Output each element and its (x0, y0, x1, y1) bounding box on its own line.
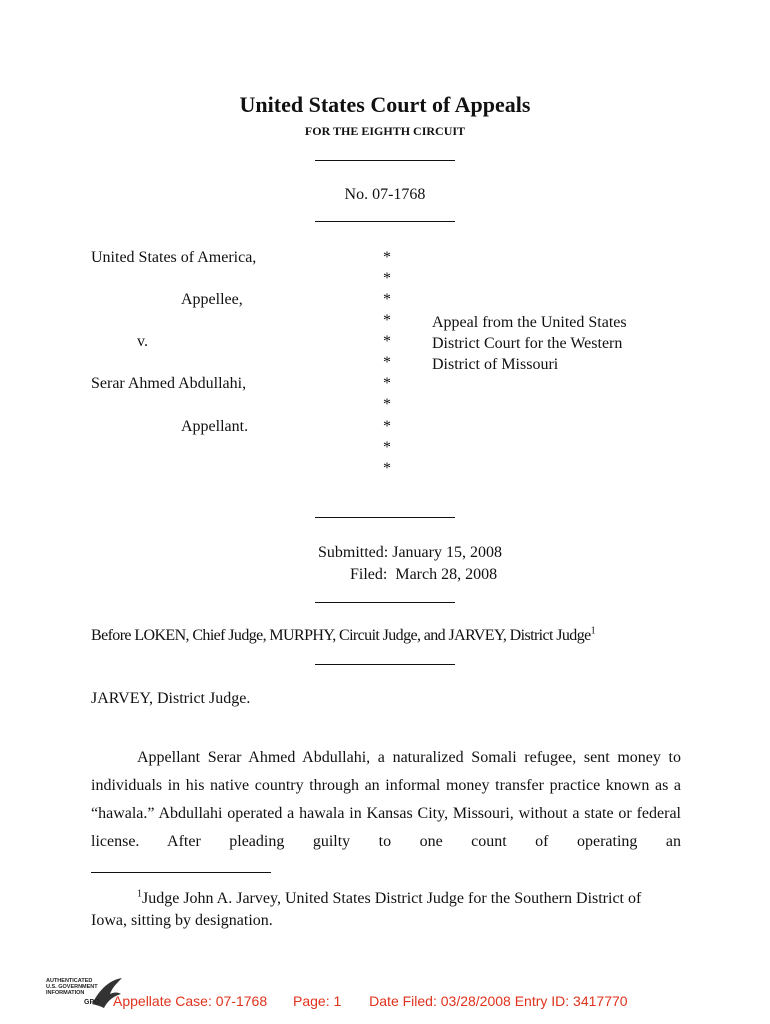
caption-star: * (383, 333, 391, 350)
footnote-mark: 1 (137, 888, 142, 900)
caption-star: * (383, 418, 391, 435)
case-number: No. 07-1768 (344, 186, 426, 203)
appeal-line: District of Missouri (432, 356, 559, 373)
caption-star: * (383, 291, 391, 308)
footnote-reference: 1 (590, 625, 596, 637)
caption-star: * (383, 354, 391, 371)
stamp-page: Page: 1 (293, 993, 342, 1009)
panel-line (91, 627, 595, 645)
divider-rule (315, 602, 455, 603)
defendant-role: Appellant. (181, 418, 249, 435)
caption-star: * (383, 270, 391, 287)
panel-text: Before LOKEN, Chief Judge, MURPHY, Circuit Judge, and JARVEY, District Judge (91, 627, 591, 644)
opinion-paragraph: Appellant Serar Ahmed Abdullahi, a naturalized Somali refugee, sent money to individuals in his native country through an informal money transfer practice known as a “hawala.” Abdullahi operated a hawala in Kansas City, Missouri, without a state or federal license. After pleading guilty to one count of operating an (91, 749, 681, 850)
appeal-line: District Court for the Western (432, 335, 623, 352)
stamp-date-entry: Date Filed: 03/28/2008 Entry ID: 3417770 (369, 993, 628, 1009)
caption-star: * (383, 375, 391, 392)
gpo-logo-line: AUTHENTICATED (46, 978, 93, 984)
opinion-body (91, 744, 681, 856)
footnote (91, 888, 681, 932)
circuit-name: FOR THE EIGHTH CIRCUIT (304, 124, 466, 138)
plaintiff-name: United States of America, (91, 249, 257, 266)
divider-rule (315, 517, 455, 518)
appeal-line: Appeal from the United States (432, 314, 627, 331)
gpo-logo-line: INFORMATION (46, 990, 85, 996)
filed-date: Filed: March 28, 2008 (350, 566, 498, 583)
caption-star: * (383, 249, 391, 266)
versus: v. (137, 333, 148, 350)
caption-star: * (383, 460, 391, 477)
filing-stamp (113, 993, 628, 1009)
plaintiff-role: Appellee, (181, 291, 243, 308)
caption-star: * (383, 312, 391, 329)
footnote-rule (91, 872, 271, 873)
caption-star: * (383, 396, 391, 413)
footnote-text: Judge John A. Jarvey, United States District Judge for the Southern District of Iowa, sitting by designation. (91, 890, 642, 929)
court-title: United States Court of Appeals (239, 92, 531, 117)
gpo-logo-line: U.S. GOVERNMENT (46, 984, 98, 990)
stamp-case: Appellate Case: 07-1768 (113, 993, 268, 1009)
appeal-description (432, 312, 627, 375)
defendant-name: Serar Ahmed Abdullahi, (91, 375, 247, 392)
gpo-mark: GPO (84, 999, 100, 1006)
submitted-date: Submitted: January 15, 2008 (318, 544, 502, 561)
divider-rule (315, 221, 455, 222)
divider-rule (315, 664, 455, 665)
divider-rule (315, 160, 455, 161)
caption-star: * (383, 439, 391, 456)
opinion-author: JARVEY, District Judge. (91, 690, 251, 707)
